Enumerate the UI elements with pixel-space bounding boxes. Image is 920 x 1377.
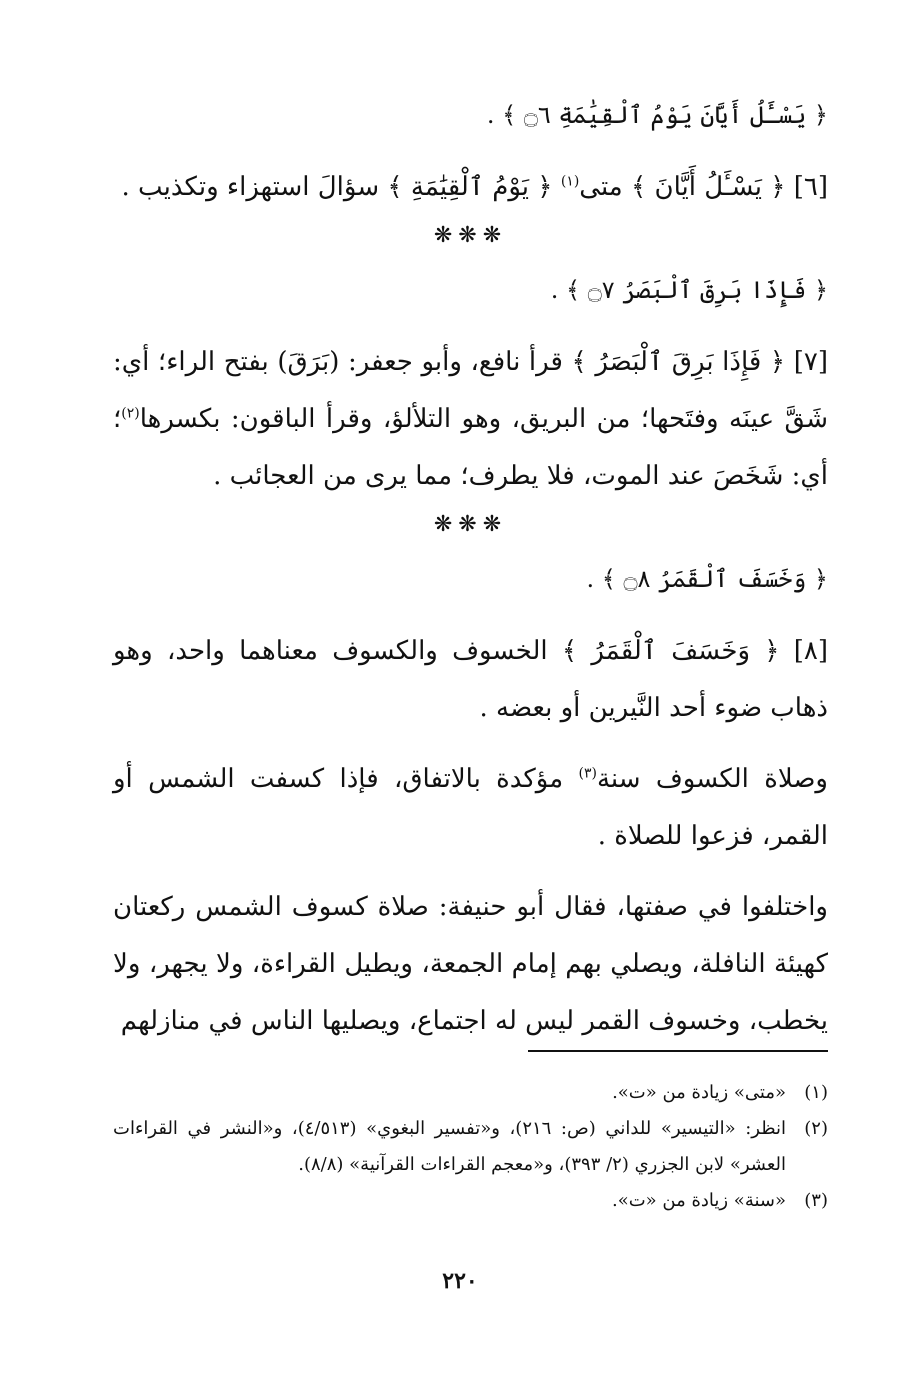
- footnote-ref-1: (١): [560, 173, 580, 190]
- footnote-2-number: (٢): [804, 1118, 828, 1139]
- commentary-7-text-b: ؛ أي: شَخَصَ عند الموت، فلا يطرف؛ مما يرى من العجائب .: [113, 404, 828, 491]
- commentary-7-text-a: [٧] ﴿ فَإِذَا بَرِقَ ٱلْبَصَرُ ﴾ قرأ نافع، وأبو جعفر: (بَرَقَ) بفتح الراء؛ أي: شَقَّ عينَه وفتَحها؛ من البريق، وهو التلألؤ، وقرأ الباقون: بكسرها: [113, 347, 828, 434]
- verse-8: [113, 559, 828, 599]
- commentary-7: [113, 334, 828, 505]
- footnote-ref-2: (٢): [121, 405, 140, 422]
- commentary-6-text-a: [٦] ﴿ يَسْـَٔلُ أَيَّانَ ﴾ متى: [579, 172, 828, 202]
- commentary-10: واختلفوا في صفتها، فقال أبو حنيفة: صلاة كسوف الشمس ركعتان كهيئة النافلة، ويصلي بهم إمام الجمعة، ويطيل القراءة، ولا يجهر، ولا يخطب، وخسوف القمر ليس له اجتماع، ويصليها الناس في منازلهم: [113, 892, 828, 1036]
- footnote-1-text: «متى» زيادة من «ت».: [612, 1082, 786, 1103]
- footnote-2-text: انظر: «التيسير» للداني (ص: ٢١٦)، و«تفسير البغوي» (٤/٥١٣)، و«النشر في القراءات العشر» لابن الجزري (٢/ ٣٩٣)، و«معجم القراءات القرآنية» (٨/٨).: [113, 1118, 786, 1175]
- footnote-1: [113, 1075, 828, 1111]
- page-number: ٢٢٠: [442, 1268, 478, 1294]
- verse-7-text: ﴿ فَإِذَا بَرِقَ ٱلْبَصَرُ ۝٧ ﴾ .: [550, 276, 828, 304]
- verse-8-text: ﴿ وَخَسَفَ ٱلْقَمَرُ ۝٨ ﴾ .: [586, 565, 828, 593]
- footnote-3: [113, 1183, 828, 1219]
- footnote-divider: [528, 1050, 828, 1052]
- page-body: [113, 95, 828, 1050]
- commentary-6: [113, 159, 828, 216]
- footnote-ref-3: (٣): [578, 765, 597, 782]
- commentary-6-text-b: ﴿ يَوْمُ ٱلْقِيَٰمَةِ ﴾ سؤالَ استهزاء وتكذيب .: [121, 172, 561, 202]
- commentary-9: [113, 751, 828, 865]
- commentary-8: [٨] ﴿ وَخَسَفَ ٱلْقَمَرُ ﴾ الخسوف والكسوف معناهما واحد، وهو ذهاب ضوء أحد النَّيرين أو بعضه .: [113, 636, 828, 723]
- footnotes: [113, 1075, 828, 1219]
- section-separator-1: ❋❋❋: [433, 223, 508, 248]
- footnote-1-number: (١): [804, 1082, 828, 1103]
- footnote-3-number: (٣): [804, 1190, 828, 1211]
- verse-7: [113, 270, 828, 310]
- section-separator-2: ❋❋❋: [433, 512, 508, 537]
- verse-6-text: ﴿ يَسْـَٔلُ أَيَّانَ يَوْمُ ٱلْقِيَٰمَةِ ۝٦ ﴾ .: [486, 101, 828, 129]
- commentary-9-text-a: وصلاة الكسوف سنة: [596, 764, 828, 794]
- footnote-2: [113, 1111, 828, 1183]
- verse-6: [113, 95, 828, 135]
- footnote-3-text: «سنة» زيادة من «ت».: [611, 1190, 786, 1211]
- commentary-9-text-b: مؤكدة بالاتفاق، فإذا كسفت الشمس أو القمر، فزعوا للصلاة .: [113, 764, 828, 851]
